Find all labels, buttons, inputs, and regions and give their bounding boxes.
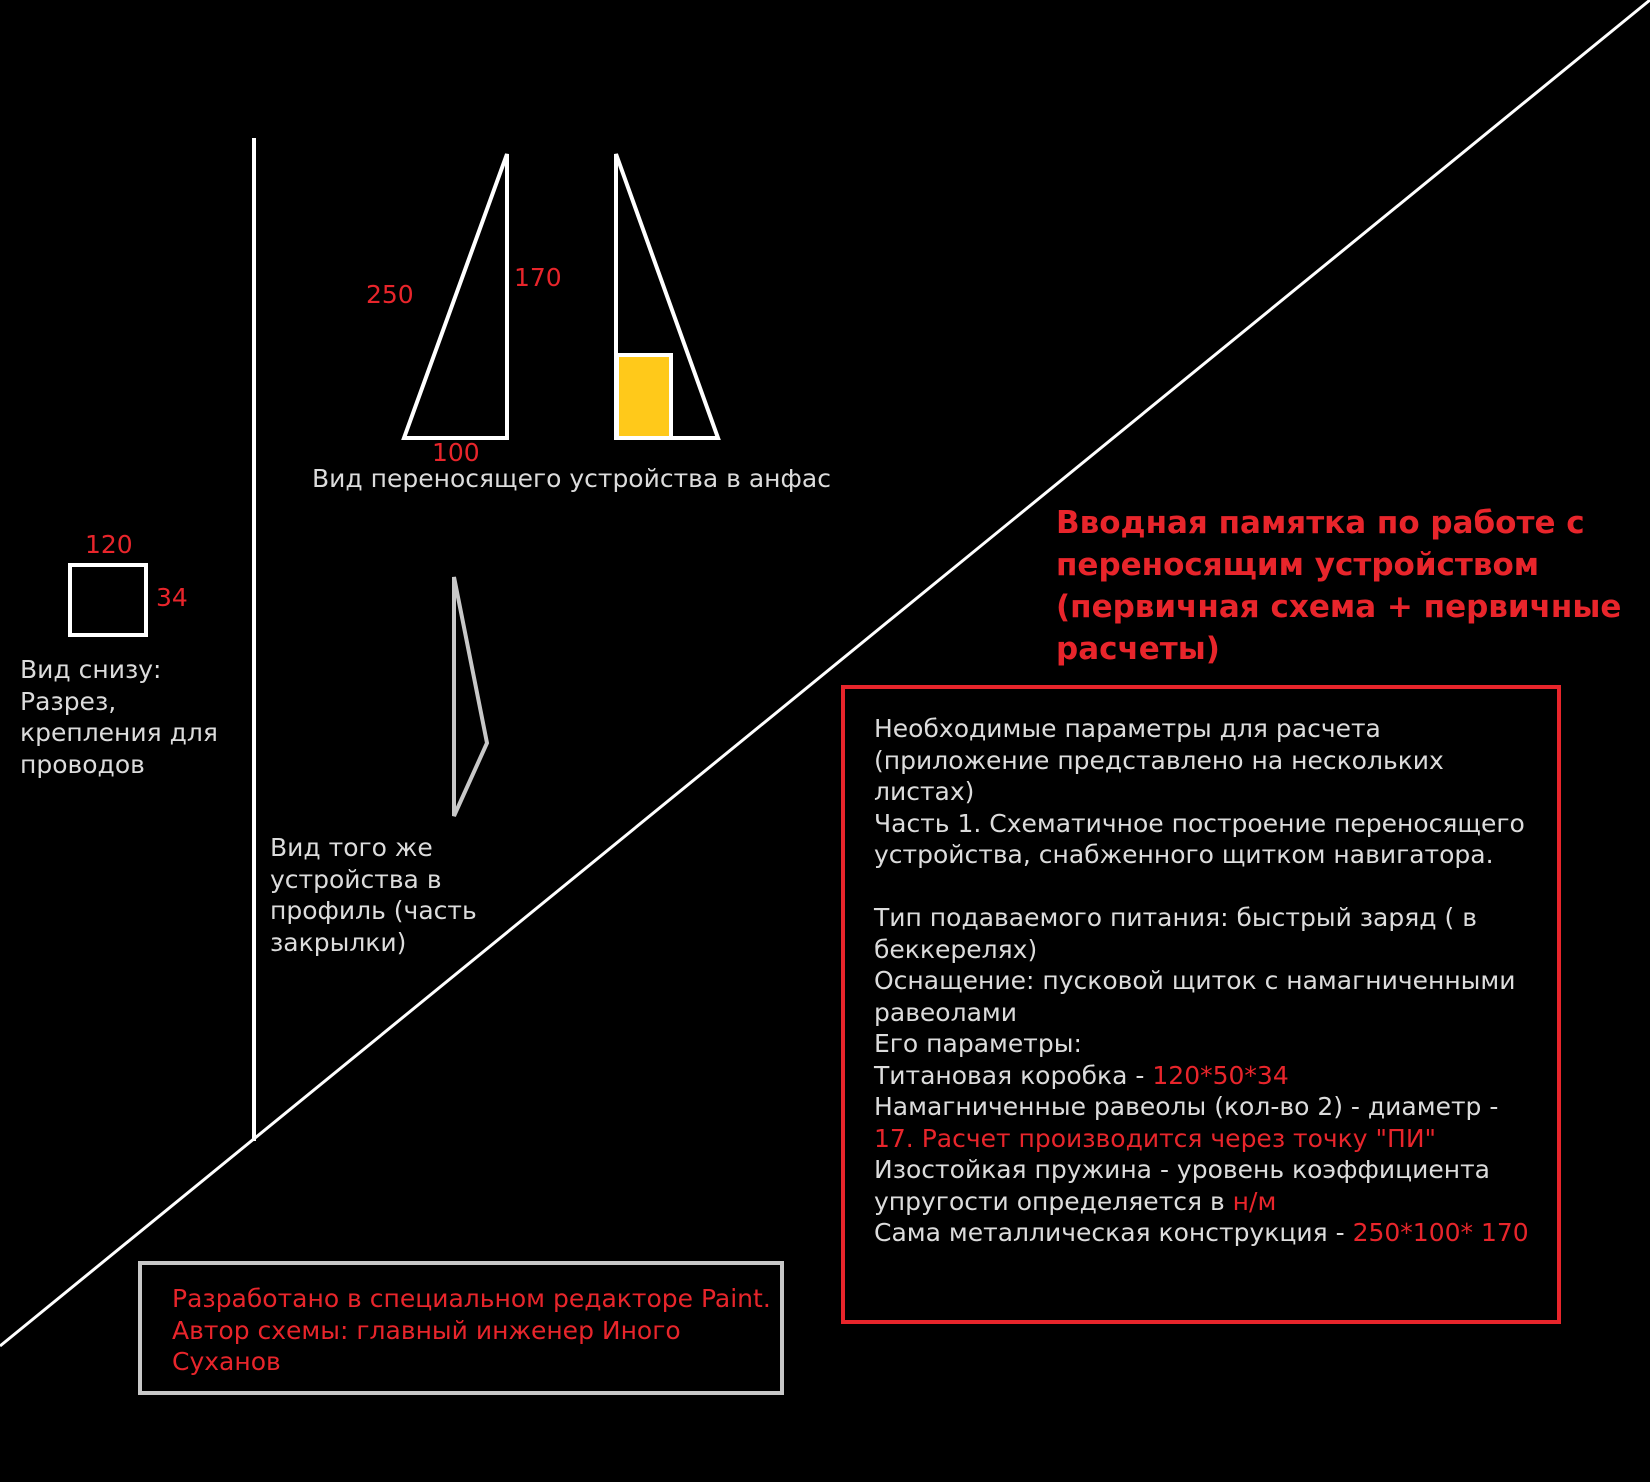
parameters-line: Его параметры: <box>874 1029 1082 1058</box>
front-view-triangle-left <box>404 154 507 438</box>
parameters-line: Тип подаваемого питания: быстрый заряд ( в беккерелях) <box>874 903 1477 964</box>
bottom-view-caption: Вид снизу: Разрез, крепления для проводов <box>20 655 218 779</box>
dimension-label-100: 100 <box>432 438 480 467</box>
parameters-line <box>874 1091 1534 1154</box>
parameter-label: Изостойкая пружина - уровень коэффициента упругости определяется в <box>874 1155 1490 1216</box>
parameter-label: Намагниченные равеолы (кол-во 2) - диаметр - <box>874 1092 1499 1121</box>
dimension-label-170: 170 <box>514 263 562 292</box>
parameters-line: Необходимые параметры для расчета (приложение представлено на нескольких листах) <box>874 714 1444 806</box>
parameters-line <box>874 1060 1534 1092</box>
dimension-label-250: 250 <box>366 280 414 309</box>
parameter-label: Сама металлическая конструкция - <box>874 1218 1353 1247</box>
parameter-label: Титановая коробка - <box>874 1060 1153 1090</box>
parameters-line: Оснащение: пусковой щиток с намагниченными равеолами <box>874 966 1516 1027</box>
dimension-label-120: 120 <box>85 530 133 559</box>
profile-view-caption: Вид того же устройства в профиль (часть закрылки) <box>270 833 477 957</box>
parameters-line <box>874 1154 1534 1217</box>
credit-text: Разработано в специальном редакторе Paint. Автор схемы: главный инженер Иного Суханов <box>172 1284 771 1376</box>
parameters-line <box>874 1217 1534 1249</box>
profile-view-flap <box>454 577 487 816</box>
parameter-value: 120*50*34 <box>1152 1060 1289 1090</box>
memo-title: Вводная памятка по работе с переносящим устройством (первичная схема + первичные расчеты) <box>1056 505 1622 667</box>
parameters-line: Часть 1. Схематичное построение переносящего устройства, снабженного щитком навигатора. <box>874 808 1525 869</box>
parameter-value: н/м <box>1232 1186 1277 1216</box>
yellow-block <box>617 355 671 438</box>
parameter-value: 17. Расчет производится через точку "ПИ" <box>874 1123 1437 1153</box>
front-view-caption: Вид переносящего устройства в анфас <box>312 464 831 493</box>
parameter-value: 250*100* 170 <box>1352 1218 1529 1247</box>
parameters-blank-line <box>874 871 1534 903</box>
parameters-text-block <box>874 713 1534 1249</box>
dimension-label-34: 34 <box>156 583 188 612</box>
bottom-view-square <box>70 565 146 635</box>
